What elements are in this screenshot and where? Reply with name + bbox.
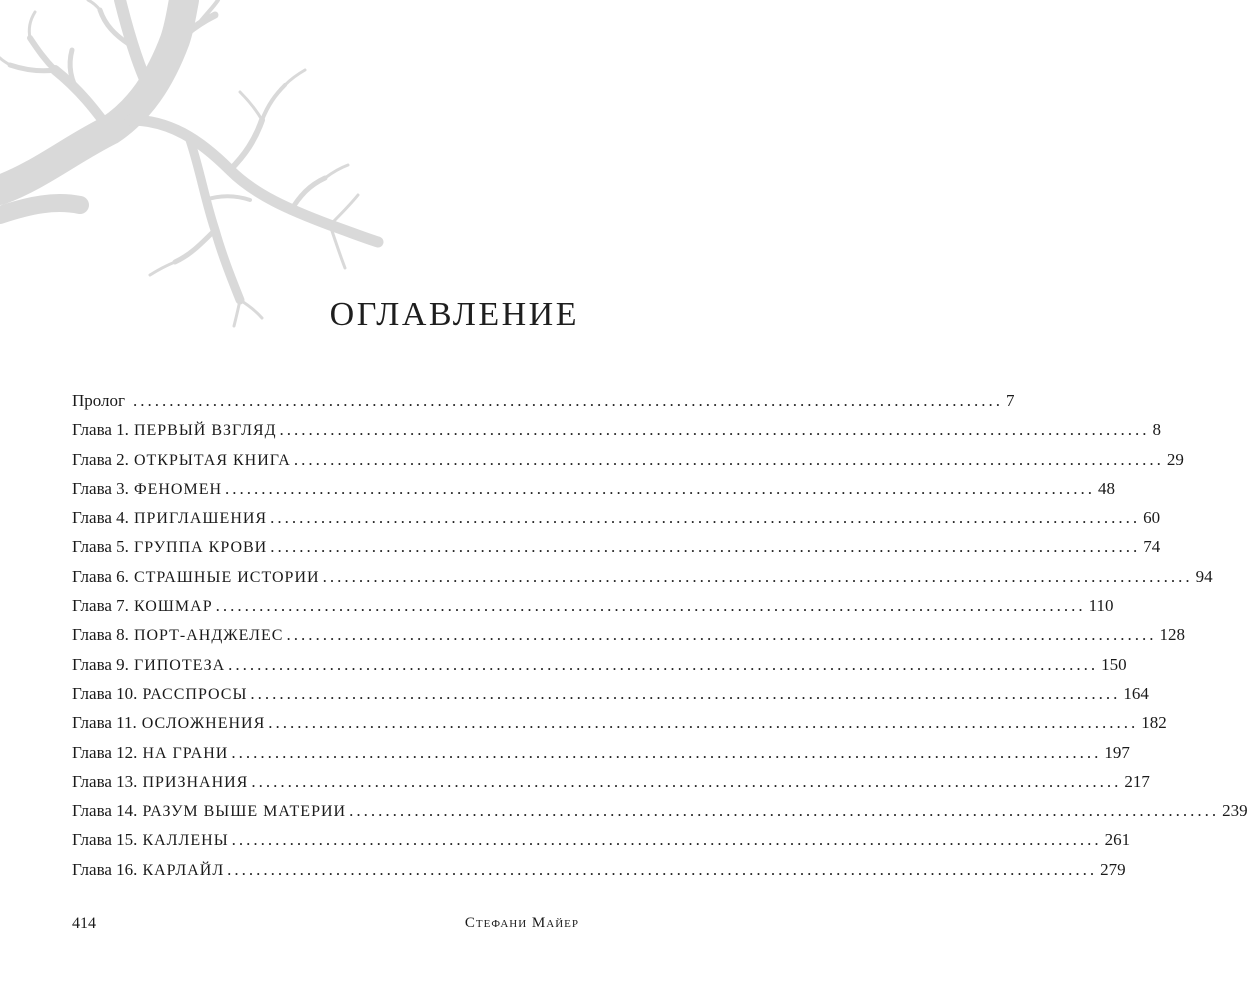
page-number: 7: [1006, 391, 1015, 410]
chapter-label: Глава 3.: [72, 478, 129, 498]
page-number: 150: [1101, 654, 1127, 674]
chapter-label: Глава 6.: [72, 566, 129, 586]
chapter-label: Глава 14.: [72, 801, 138, 821]
page-number: 197: [1104, 742, 1130, 762]
tree-branch-illustration: [0, 0, 400, 330]
page-number: 217: [1124, 771, 1150, 791]
toc-entry-chapter-7: [72, 591, 1114, 620]
dot-leader: ........................................................................................................................: [133, 391, 1004, 410]
chapter-title: ГРУППА КРОВИ: [133, 539, 268, 557]
chapter-label: Глава 15.: [72, 830, 138, 850]
chapter-title: ОСЛОЖНЕНИЯ: [141, 715, 266, 733]
dot-leader: ........................................................................................................................: [231, 742, 1102, 762]
page-number: 239: [1222, 801, 1248, 821]
chapter-label: Глава 10.: [72, 683, 138, 703]
chapter-label: Глава 7.: [72, 596, 129, 616]
dot-leader: ........................................................................................................................: [228, 654, 1099, 674]
toc-entry-chapter-9: [72, 650, 1127, 679]
dot-leader: ........................................................................................................................: [250, 683, 1121, 703]
chapter-label: Глава 8.: [72, 625, 129, 645]
chapter-title: КАРЛАЙЛ: [142, 861, 225, 879]
dot-leader: ........................................................................................................................: [231, 830, 1102, 850]
toc-entry-chapter-16: [72, 855, 1126, 884]
chapter-title: ПЕРВЫЙ ВЗГЛЯД: [133, 422, 277, 440]
page-number: 29: [1166, 449, 1184, 469]
chapter-title: РАССПРОСЫ: [142, 685, 248, 703]
chapter-title: ПРИГЛАШЕНИЯ: [133, 510, 268, 528]
chapter-title: ОТКРЫТАЯ КНИГА: [133, 451, 291, 469]
dot-leader: ........................................................................................................................: [270, 537, 1141, 557]
page-number: 279: [1100, 859, 1126, 879]
chapter-label: Пролог: [72, 391, 126, 410]
dot-leader: ........................................................................................................................: [215, 596, 1086, 616]
toc-entry-chapter-4: [72, 503, 1161, 532]
chapter-title: ПРИЗНАНИЯ: [142, 773, 249, 791]
chapter-title: ПОРТ-АНДЖЕЛЕС: [133, 627, 284, 645]
chapter-label: Глава 11.: [72, 713, 137, 733]
dot-leader: ........................................................................................................................: [270, 508, 1141, 528]
chapter-title: ГИПОТЕЗА: [133, 656, 226, 674]
chapter-title: КАЛЛЕНЫ: [142, 832, 229, 850]
page-number: 48: [1098, 478, 1116, 498]
toc-entry-chapter-3: [72, 474, 1116, 503]
toc-entry-chapter-1: [72, 415, 1162, 444]
dot-leader: ........................................................................................................................: [251, 771, 1122, 791]
chapter-label: Глава 13.: [72, 771, 138, 791]
toc-entry-chapter-5: [72, 532, 1161, 561]
dot-leader: ........................................................................................................................: [279, 420, 1150, 440]
page-number: 8: [1152, 420, 1162, 440]
dot-leader: ........................................................................................................................: [268, 713, 1139, 733]
dot-leader: ........................................................................................................................: [349, 801, 1220, 821]
toc-entry-chapter-2: [72, 445, 1184, 474]
chapter-title: СТРАШНЫЕ ИСТОРИИ: [133, 568, 320, 586]
chapter-label: Глава 12.: [72, 742, 138, 762]
page-number: 261: [1104, 830, 1131, 850]
dot-leader: ........................................................................................................................: [225, 478, 1096, 498]
chapter-title: ФЕНОМЕН: [133, 480, 223, 498]
page-number: 182: [1141, 713, 1167, 733]
page-number: 74: [1143, 537, 1161, 557]
dot-leader: ........................................................................................................................: [322, 566, 1193, 586]
table-of-contents: [72, 386, 1248, 884]
running-head-author: Стефани Майер: [464, 915, 579, 931]
dot-leader: ........................................................................................................................: [227, 859, 1098, 879]
chapter-label: Глава 2.: [72, 449, 129, 469]
folio-page-number: 414: [72, 915, 96, 932]
dot-leader: ........................................................................................................................: [286, 625, 1157, 645]
toc-entry-chapter-13: [72, 767, 1150, 796]
page-title: ОГЛАВЛЕНИЕ: [329, 296, 579, 333]
toc-entry-chapter-6: [72, 562, 1213, 591]
toc-entry-prologue: [72, 386, 1015, 415]
chapter-title: НА ГРАНИ: [142, 744, 229, 762]
dot-leader: ........................................................................................................................: [293, 449, 1164, 469]
toc-entry-chapter-10: [72, 679, 1149, 708]
page-number: 60: [1143, 508, 1161, 528]
chapter-label: Глава 16.: [72, 859, 138, 879]
chapter-label: Глава 4.: [72, 508, 129, 528]
toc-entry-chapter-11: [72, 708, 1167, 737]
page-number: 110: [1088, 596, 1114, 616]
toc-entry-chapter-8: [72, 620, 1185, 649]
toc-entry-chapter-12: [72, 738, 1130, 767]
toc-entry-chapter-14: [72, 796, 1248, 825]
chapter-label: Глава 9.: [72, 654, 129, 674]
page-number: 128: [1159, 625, 1185, 645]
toc-entry-chapter-15: [72, 825, 1131, 854]
chapter-title: КОШМАР: [133, 598, 213, 616]
chapter-title: РАЗУМ ВЫШЕ МАТЕРИИ: [142, 803, 347, 821]
chapter-label: Глава 1.: [72, 420, 129, 440]
page-number: 164: [1123, 683, 1149, 703]
chapter-label: Глава 5.: [72, 537, 129, 557]
page-number: 94: [1195, 566, 1213, 586]
